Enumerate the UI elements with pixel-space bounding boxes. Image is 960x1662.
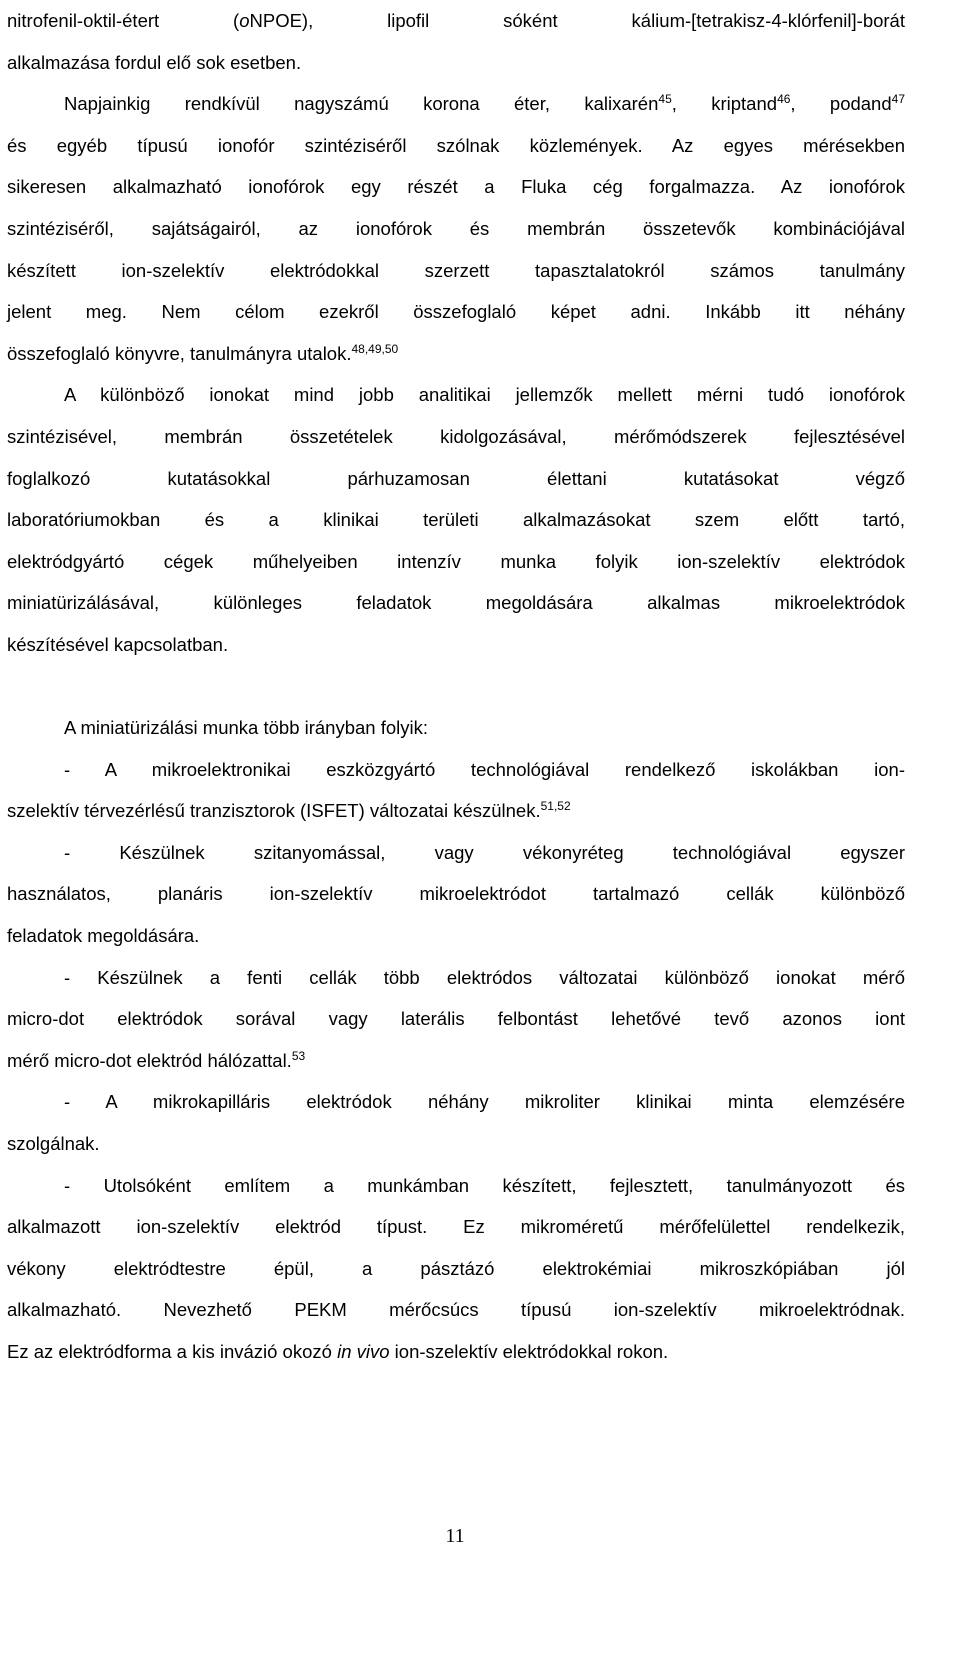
page-number: 11 (445, 1525, 465, 1547)
text-line: alkalmazott ion-szelektív elektród típust. Ez mikroméretű mérőfelülettel rendelkezik, (7, 1216, 905, 1238)
paragraph-miniaturization-context (7, 374, 905, 665)
text-line: - Készülnek szitanyomással, vagy vékonyréteg technológiával egyszer (64, 841, 905, 863)
list-item-microcapillary (7, 1081, 905, 1164)
list-item-isfet (7, 749, 905, 832)
list-item-pekm-tip (7, 1165, 905, 1373)
text-line: mérő micro-dot elektród hálózattal.$^{53}$ (7, 1048, 306, 1071)
paragraph-ionophore-synthesis (7, 83, 905, 374)
list-item-screen-printing (7, 832, 905, 957)
list-item-micro-dot (7, 957, 905, 1082)
text-line: készített ion-szelektív elektródokkal szerzett tapasztalatokról számos tanulmány (7, 259, 905, 281)
text-line: szintéziséről, sajátságairól, az ionofórok és membrán összetevők kombinációjával (7, 217, 905, 239)
text-line: miniatürizálásával, különleges feladatok megoldására alkalmas mikroelektródok (7, 592, 905, 614)
text-line: elektródgyártó cégek műhelyeiben intenzív munka folyik ion-szelektív elektródok (7, 550, 905, 572)
text-line: - Utolsóként említem a munkámban készített, fejlesztett, tanulmányozott és (64, 1174, 905, 1196)
text-line: vékony elektródtestre épül, a pásztázó elektrokémiai mikroszkópiában jól (7, 1257, 905, 1279)
citation-superscript: 51,52 (540, 799, 571, 814)
text-line: nitrofenil-oktil-étert (oNPOE), lipofil sóként kálium-[tetrakisz-4-klórfenil]-borát (7, 10, 905, 31)
text-line: feladatok megoldására. (7, 925, 200, 947)
text-line: szelektív térvezérlésű tranzisztorok (ISFET) változatai készülnek.$^{51,52}$ (7, 799, 571, 822)
text-line: Ez az elektródforma a kis invázió okozó in vivo ion-szelektív elektródokkal rokon. (7, 1341, 669, 1362)
text-line: A miniatürizálási munka több irányban folyik: (64, 717, 429, 739)
document-page (7, 0, 905, 1373)
text-line: alkalmazható. Nevezhető PEKM mérőcsúcs típusú ion-szelektív mikroelektródnak. (7, 1299, 905, 1321)
text-line: laboratóriumokban és a klinikai területi alkalmazásokat szem előtt tartó, (7, 509, 905, 531)
citation-superscript: 45 (658, 92, 672, 106)
citation-superscript: 47 (891, 92, 905, 106)
text-line: alkalmazása fordul elő sok esetben. (7, 51, 302, 73)
paragraph-directions-intro (7, 707, 905, 749)
text-line: - Készülnek a fenti cellák több elektródos változatai különböző ionokat mérő (64, 966, 905, 988)
text-line: jelent meg. Nem célom ezekről összefoglaló képet adni. Inkább itt néhány (7, 301, 905, 323)
citation-superscript: 53 (291, 1048, 306, 1063)
citation-superscript: 46 (777, 92, 791, 106)
text-line: sikeresen alkalmazható ionofórok egy részét a Fluka cég forgalmazza. Az ionofórok (7, 176, 905, 198)
blank-line (7, 666, 905, 708)
citation-superscript: 48,49,50 (351, 341, 399, 356)
text-line: szintézisével, membrán összetételek kidolgozásával, mérőmódszerek fejlesztésével (7, 425, 905, 447)
text-line: - A mikroelektronikai eszközgyártó technológiával rendelkező iskolákban ion- (64, 758, 905, 780)
paragraph-ionophore-materials (7, 0, 905, 83)
text-line: A különböző ionokat mind jobb analitikai jellemzők mellett mérni tudó ionofórok (64, 384, 905, 406)
text-line: micro-dot elektródok sorával vagy laterális felbontást lehetővé tevő azonos iont (7, 1008, 905, 1030)
text-line: összefoglaló könyvre, tanulmányra utalok.$^{48,49,50}$ (7, 341, 399, 364)
text-line: Napjainkig rendkívül nagyszámú korona éter, kalixarén$^{45}$, kriptand$^{46}$, podand$^{47}$ (64, 92, 905, 115)
text-line: foglalkozó kutatásokkal párhuzamosan élettani kutatásokat végző (7, 467, 905, 489)
text-line: és egyéb típusú ionofór szintéziséről szólnak közlemények. Az egyes mérésekben (7, 134, 905, 156)
text-line: használatos, planáris ion-szelektív mikroelektródot tartalmazó cellák különböző (7, 883, 905, 905)
text-line: készítésével kapcsolatban. (7, 633, 229, 655)
text-line: - A mikrokapilláris elektródok néhány mikroliter klinikai minta elemzésére (64, 1091, 905, 1113)
text-line: szolgálnak. (7, 1133, 100, 1155)
